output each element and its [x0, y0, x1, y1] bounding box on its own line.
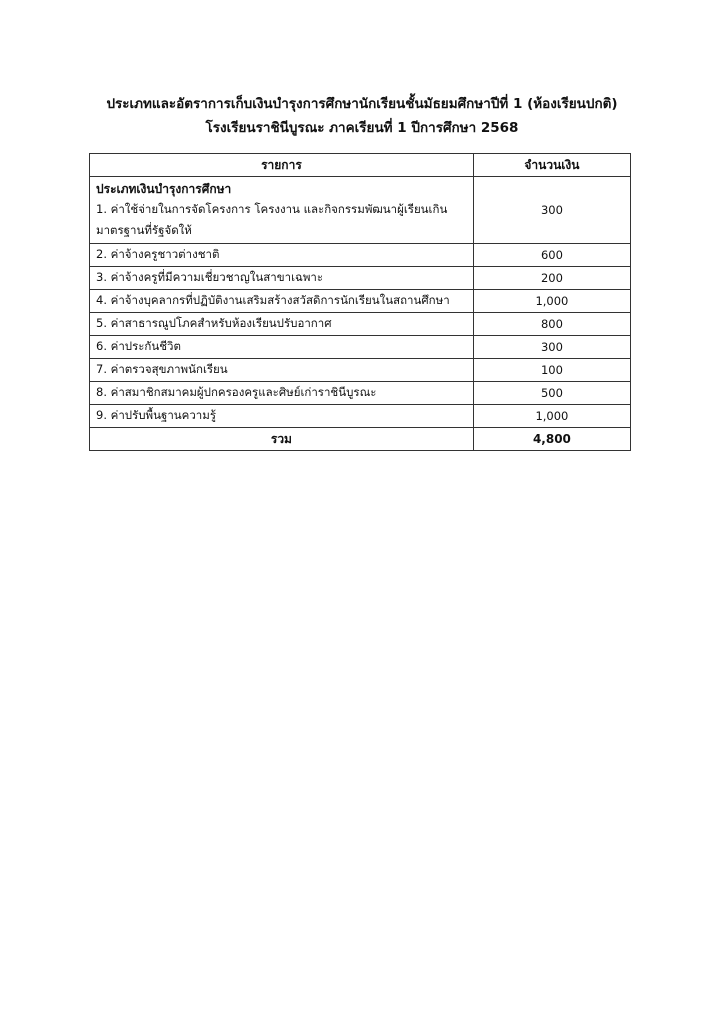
table-row [90, 359, 631, 382]
total-row [90, 428, 631, 451]
table-row [90, 267, 631, 290]
item-cell: 7. ค่าตรวจสุขภาพนักเรียน [90, 359, 474, 382]
document-title: ประเภทและอัตราการเก็บเงินบำรุงการศึกษานักเรียนชั้นมัธยมศึกษาปีที่ 1 (ห้องเรียนปกติ) [106, 96, 618, 112]
item-cell: 4. ค่าจ้างบุคลากรที่ปฏิบัติงานเสริมสร้างสวัสดิการนักเรียนในสถานศึกษา [90, 290, 474, 313]
table-row [90, 336, 631, 359]
amount-cell: 300 [473, 336, 630, 359]
item-column-header: รายการ [90, 154, 474, 177]
item-cell [90, 177, 474, 244]
table-row [90, 177, 631, 244]
document-subtitle: โรงเรียนราชินีบูรณะ ภาคเรียนที่ 1 ปีการศึกษา 2568 [205, 120, 519, 136]
item-label: 1. ค่าใช้จ่ายในการจัดโครงการ โครงงาน และกิจกรรมพัฒนาผู้เรียนเกินมาตรฐานที่รัฐจัดให้ [96, 202, 448, 237]
amount-column-header: จำนวนเงิน [473, 154, 630, 177]
fee-table [89, 153, 631, 451]
item-cell: 9. ค่าปรับพื้นฐานความรู้ [90, 405, 474, 428]
amount-cell: 500 [473, 382, 630, 405]
amount-cell: 800 [473, 313, 630, 336]
amount-cell: 100 [473, 359, 630, 382]
table-row [90, 405, 631, 428]
item-cell: 6. ค่าประกันชีวิต [90, 336, 474, 359]
item-cell: 2. ค่าจ้างครูชาวต่างชาติ [90, 244, 474, 267]
table-row [90, 244, 631, 267]
table-row [90, 382, 631, 405]
category-heading: ประเภทเงินบำรุงการศึกษา [96, 182, 232, 196]
amount-cell: 1,000 [473, 405, 630, 428]
item-cell: 3. ค่าจ้างครูที่มีความเชี่ยวชาญในสาขาเฉพาะ [90, 267, 474, 290]
item-cell: 8. ค่าสมาชิกสมาคมผู้ปกครองครูและศิษย์เก่าราชินีบูรณะ [90, 382, 474, 405]
item-cell: 5. ค่าสาธารณูปโภคสำหรับห้องเรียนปรับอากาศ [90, 313, 474, 336]
amount-cell: 600 [473, 244, 630, 267]
total-amount: 4,800 [473, 428, 630, 451]
amount-cell: 1,000 [473, 290, 630, 313]
amount-cell: 200 [473, 267, 630, 290]
table-header-row [90, 154, 631, 177]
table-row [90, 290, 631, 313]
table-row [90, 313, 631, 336]
total-label: รวม [90, 428, 474, 451]
amount-cell: 300 [473, 177, 630, 244]
